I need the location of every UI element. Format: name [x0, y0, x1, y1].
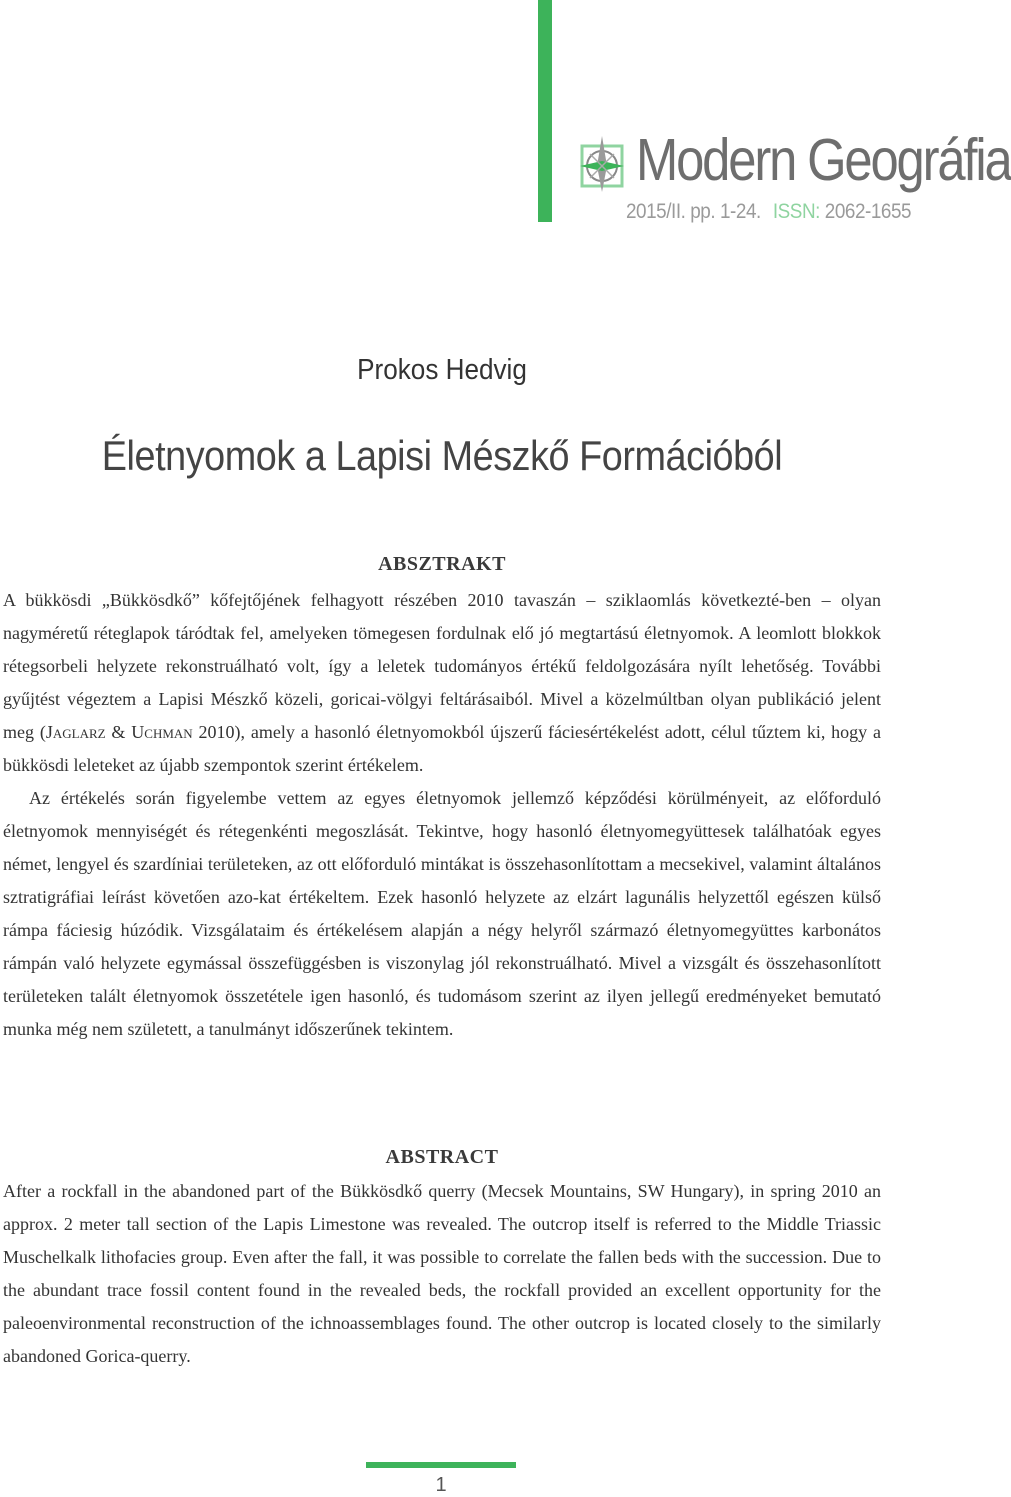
issue-line: [626, 200, 911, 224]
issue-pages: 2015/II. pp. 1-24.: [626, 200, 761, 223]
issn-label: ISSN:: [772, 200, 820, 223]
abstract-hu-paragraph-1: [3, 584, 881, 782]
abstract-en-paragraph: After a rockfall in the abandoned part of the Bükkösdkő querry (Mecsek Mountains, SW Hungary), in spring 2010 an approx. 2 meter tall section of the Lapis Limestone was revealed. The outcrop itself is referred to the Middle Triassic Muschelkalk lithofacies group. Even after the fall, it was possible to correlate the fallen beds with the succession. Due to the abundant trace fossil content found in the revealed beds, the rockfall provided an excellent opportunity for the paleoenvironmental reconstruction of the ichnoassemblages found. The other outcrop is located closely to the similarly abandoned Gorica-querry.: [3, 1181, 881, 1366]
citation-and: &: [105, 722, 132, 742]
abstract-hu-heading: ABSZTRAKT: [378, 553, 506, 575]
citation-author-2: Uchman: [131, 722, 193, 742]
header-accent-bar: [538, 0, 552, 222]
issn-number: 2062-1655: [824, 200, 912, 223]
abstract-en-heading: ABSTRACT: [385, 1146, 499, 1168]
abstract-hu-p1-text-a: A bükkösdi „Bükkösdkő” kőfejtőjének felhagyott részében 2010 tavaszán – sziklaomlás következté-ben – olyan nagyméretű réteglapok táródtak fel, amelyeken tömegesen fordulnak elő jó megtartású életnyomok. A leomlott blokkok rétegsorbeli helyzete rekonstruálható volt, így a leletek tudományos értékű feldolgozására nyílt lehetőség. További gyűjtést végeztem a Lapisi Mészkő közeli, goricai-völgyi feltárásaiból. Mivel a közelmúltban olyan publikáció jelent meg (: [3, 590, 881, 742]
footer-accent-bar: [366, 1462, 516, 1468]
article-author: Prokos Hedvig: [357, 354, 527, 386]
compass-globe-icon: [576, 132, 628, 196]
abstract-hu-p1-text-b: amely a hasonló életnyomokból újszerű fáciesértékelést adott, célul tűztem ki, hogy a bükkösdi leleteket az újabb szempontok szerint értékelem.: [3, 722, 881, 775]
citation-author-1: Jaglarz: [45, 722, 106, 742]
article-title: Életnyomok a Lapisi Mészkő Formációból: [101, 432, 783, 479]
abstract-hu-body: [3, 584, 881, 1046]
journal-name: Modern Geográfia: [636, 127, 1011, 193]
page-number: 1: [435, 1474, 447, 1496]
abstract-en-body: [3, 1175, 881, 1373]
abstract-hu-paragraph-2: Az értékelés során figyelembe vettem az egyes életnyomok jellemző képződési körülményeit, az előforduló életnyomok mennyiségét és rétegenkénti megoszlását. Tekintve, hogy hasonló életnyomegyüttesek találhatóak egyes német, lengyel és szardíniai területeken, az ott előforduló mintákat is összehasonlítottam a mecsekivel, valamint általános sztratigráfiai leírást követően azo-kat értékeltem. Ezek hasonló helyzete az elzárt lagunális helyzettől egészen külső rámpa fáciesig húzódik. Vizsgálataim és értékelésem alapján a négy helyről származó életnyomegyüttes karbonátos rámpán való helyzete egymással összefüggésben is viszonylag jól rekonstruálható. Mivel a vizsgált és összehasonlított területeken talált életnyomok összetétele igen hasonló, és tudomásom szerint az ilyen jellegű eredményeket bemutató munka még nem született, a tanulmányt időszerűnek tekintem.: [3, 788, 881, 1039]
citation-year: 2010),: [192, 722, 246, 742]
